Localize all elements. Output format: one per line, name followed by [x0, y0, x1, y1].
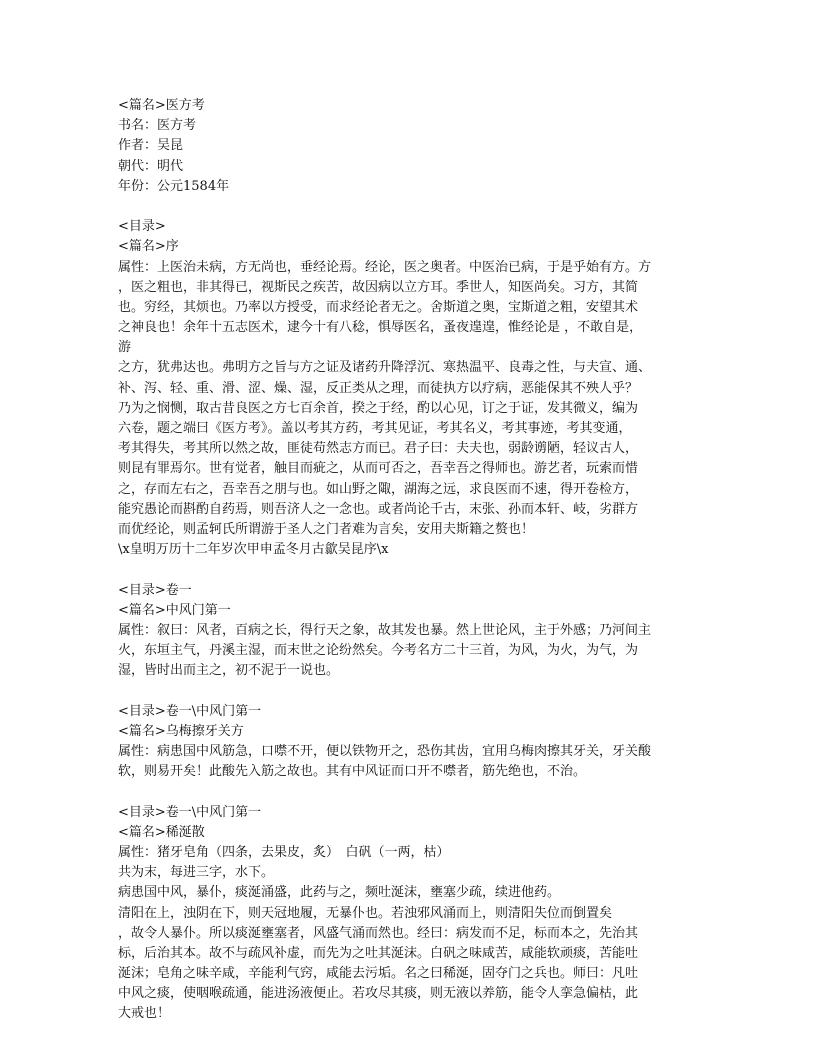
blank-line: [118, 681, 700, 701]
chapter-title: <篇名>序: [118, 239, 179, 255]
text-line: 共为末，每进三字，水下。: [118, 865, 275, 881]
section-zhongfeng: [118, 581, 700, 682]
text-line: 属性：病患国中风筋急，口噤不开，便以铁物开之，恐伤其齿，宜用乌梅肉擦其牙关，牙关酸: [118, 744, 652, 759]
text-line: 湿，皆时出而主之，初不泥于一说也。: [118, 663, 340, 679]
header-year: 年份：公元1584年: [118, 178, 230, 194]
text-line: 软，则易开矣！此酸先入筋之故也。其有中风证而口开不噤者，筋先绝也，不治。: [118, 764, 587, 780]
text-line: 中风之痰，使咽喉疏通，能进汤液便止。若攻尽其痰，则无液以养筋，能令人挛急偏枯，此: [118, 986, 639, 1002]
text-line: 属性：叙曰：风者，百病之长，得行天之象，故其发也暴。然上世论风，主于外感；乃河间主: [118, 622, 652, 638]
header-chapter-title: <篇名>医方考: [118, 98, 205, 113]
blank-line: [118, 560, 700, 580]
toc-marker: <目录>: [118, 219, 166, 235]
text-line: 之方，犹弗达也。弗明方之旨与方之证及诸药升降浮沉、寒热温平、良毒之性，与夫宣、通、: [118, 360, 652, 376]
text-line: 游: [118, 340, 132, 356]
toc-marker: <目录>卷一: [118, 582, 192, 598]
preface-section: [118, 217, 700, 560]
document-header: [118, 96, 700, 197]
text-line: ，医之粗也，非其得已，视斯民之疾苦，故因病以立方耳。季世人，知医尚矣。习方，其简: [118, 279, 639, 295]
text-line: 则昆有罪焉尔。世有觉者，触目而疵之，从而可否之，吾幸吾之得师也。游艺者，玩索而惜: [118, 461, 639, 477]
header-author: 作者：吴昆: [118, 138, 184, 154]
text-line: 能究愚论而斟酌自药焉，则吾济人之一念也。或者尚论千古，末张、孙而本轩、岐，劣群方: [118, 501, 639, 517]
section-wumei: [118, 702, 700, 783]
text-line: 属性：猪牙皂角（四条，去果皮，炙） 白矾（一两，枯）: [118, 844, 450, 860]
chapter-title: <篇名>稀涎散: [118, 824, 205, 840]
chapter-title: <篇名>中风门第一: [118, 602, 231, 618]
document-page: [118, 96, 700, 1025]
text-line: 之神良也！余年十五志医术，逮今十有八稔，惧辱医名，蚤夜遑遑，惟经论是 ，不敢自是，: [118, 320, 643, 336]
preface-signature: \x皇明万历十二年岁次甲申孟冬月古歙吴昆序\x: [118, 542, 389, 558]
text-line: 火，东垣主气，丹溪主湿，而末世之论纷然矣。今考名方二十三首，为风，为火，为气，为: [118, 643, 639, 659]
text-line: 考其得失，考其所以然之故，匪徒苟然志方而已。君子曰：夫夫也，弱龄谫陋，轻议古人，: [118, 441, 639, 457]
text-line: 补、泻、轻、重、滑、涩、燥、湿，反正类从之理，而徒执方以疗病，恶能保其不殃人乎？: [118, 380, 639, 396]
header-book-name: 书名：医方考: [118, 118, 197, 134]
text-line: 属性：上医治未病，方无尚也，垂经论焉。经论，医之奥者。中医治已病，于是乎始有方。方: [118, 259, 652, 275]
text-line: 也。穷经，其烦也。乃率以方授受，而求经论者无之。舍斯道之奥，宝斯道之粗，安望其术: [118, 299, 639, 315]
text-line: 而优经论，则孟轲氏所谓游于圣人之门者难为言矣，安用夫斯籍之赘也！: [118, 521, 535, 537]
text-line: 之，存而左右之，吾幸吾之朋与也。如山野之陬，湖海之远，求良医而不速，得开卷检方，: [118, 481, 639, 497]
chapter-title: <篇名>乌梅擦牙关方: [118, 723, 244, 739]
text-line: 大戒也！: [118, 1006, 171, 1022]
text-line: 乃为之悯恻，取古昔良医之方七百余首，揆之于经，酌以心见，订之于证，发其微义，编为: [118, 400, 639, 416]
header-dynasty: 朝代：明代: [118, 158, 184, 174]
text-line: 六卷，题之端曰《医方考》。盖以考其方药，考其见证，考其名义，考其事迹，考其变通，: [118, 421, 632, 436]
text-line: 清阳在上，浊阴在下，则天冠地履，无暴仆也。若浊邪风涌而上，则清阳失位而倒置矣: [118, 905, 613, 921]
toc-marker: <目录>卷一\中风门第一: [118, 804, 262, 820]
toc-marker: <目录>卷一\中风门第一: [118, 703, 262, 719]
section-xixian: [118, 803, 700, 1025]
text-line: ，故令人暴仆。所以痰涎壅塞者，风盛气涌而然也。经曰：病发而不足，标而本之，先治其: [118, 925, 639, 941]
blank-line: [118, 782, 700, 802]
text-line: 标，后治其本。故不与疏风补虚，而先为之吐其涎沫。白矾之味咸苦，咸能软顽痰，苦能吐: [118, 945, 639, 961]
text-line: 涎沫；皂角之味辛咸，辛能利气窍，咸能去污垢。名之曰稀涎，固夺门之兵也。师曰：凡吐: [118, 966, 639, 982]
blank-line: [118, 197, 700, 217]
text-line: 病患国中风，暴仆，痰涎涌盛，此药与之，频吐涎沫，壅塞少疏，续进他药。: [118, 885, 561, 901]
